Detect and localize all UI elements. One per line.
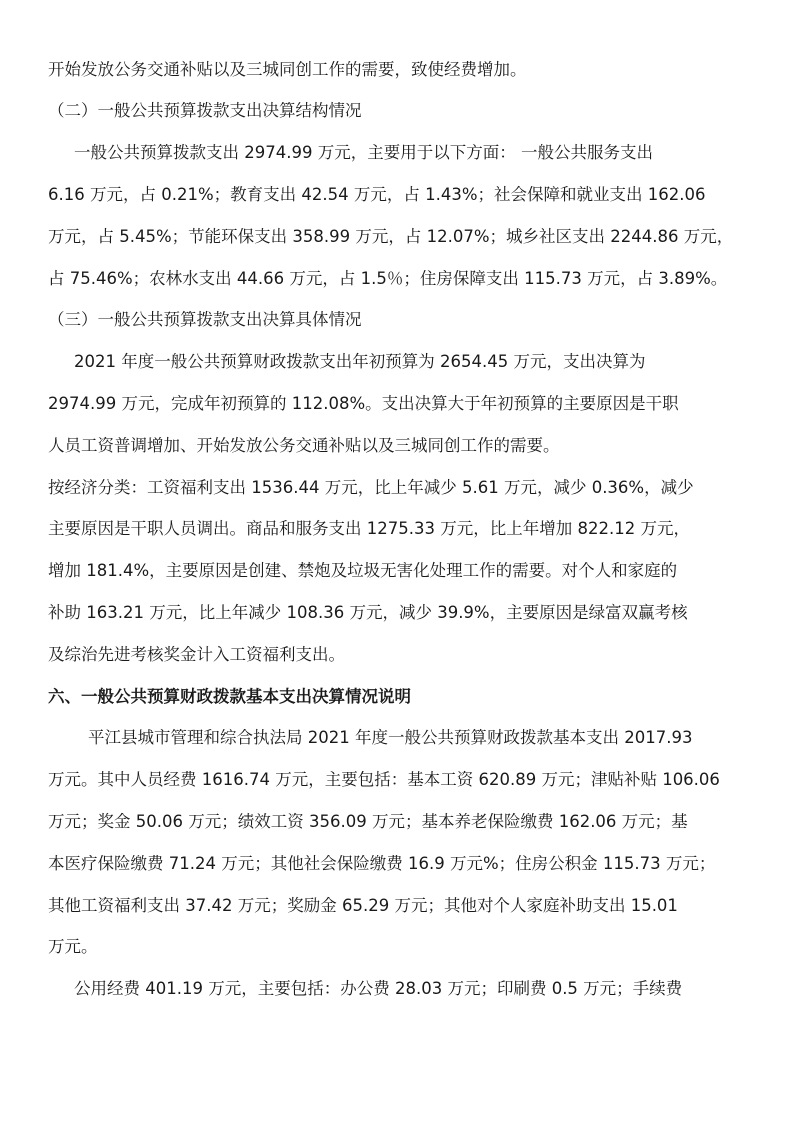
paragraph-line: 万元；奖金 50.06 万元；绩效工资 356.09 万元；基本养老保险缴费 162.06 万元；基 [48,812,688,831]
paragraph-line: 人员工资普调增加、开始发放公务交通补贴以及三城同创工作的需要。 [48,436,560,455]
paragraph-line: 万元。其中人员经费 1616.74 万元，主要包括：基本工资 620.89 万元；津贴补贴 106.06 [48,770,720,789]
section-heading-structure: （二）一般公共预算拨款支出决算结构情况 [48,101,362,120]
paragraph-line: 主要原因是干职人员调出。商品和服务支出 1275.33 万元，比上年增加 822.12 万元， [48,519,690,538]
paragraph-line: 其他工资福利支出 37.42 万元；奖励金 65.29 万元；其他对个人家庭补助支出 15.01 [48,896,678,915]
section-heading-details: （三）一般公共预算拨款支出决算具体情况 [48,310,362,329]
paragraph-line: 本医疗保险缴费 71.24 万元；其他社会保险缴费 16.9 万元%；住房公积金 115.73 万元； [48,854,716,873]
paragraph-line: 补助 163.21 万元，比上年减少 108.36 万元，减少 39.9%，主要原因是绿富双赢考核 [48,603,688,622]
section-heading-basic-expenditure: 六、一般公共预算财政拨款基本支出决算情况说明 [48,687,411,706]
paragraph-line: 开始发放公务交通补贴以及三城同创工作的需要，致使经费增加。 [48,60,527,79]
paragraph-line: 按经济分类：工资福利支出 1536.44 万元，比上年减少 5.61 万元，减少 0.36%，减少 [48,478,694,497]
paragraph-line: 增加 181.4%，主要原因是创建、禁炮及垃圾无害化处理工作的需要。对个人和家庭的 [48,561,678,580]
paragraph-line: 公用经费 401.19 万元，主要包括：办公费 28.03 万元；印刷费 0.5 万元；手续费 [74,979,683,998]
paragraph-line: 2021 年度一般公共预算财政拨款支出年初预算为 2654.45 万元，支出决算为 [74,352,646,371]
paragraph-line: 万元，占 5.45%；节能环保支出 358.99 万元，占 12.07%；城乡社区支出 2244.86 万元， [48,227,734,246]
paragraph-line: 万元。 [48,937,98,956]
paragraph-line: 2974.99 万元，完成年初预算的 112.08%。支出决算大于年初预算的主要原因是干职 [48,394,679,413]
paragraph-line: 平江县城市管理和综合执法局 2021 年度一般公共预算财政拨款基本支出 2017.93 [88,728,693,747]
paragraph-line: 占 75.46%；农林水支出 44.66 万元，占 1.5％；住房保障支出 115.73 万元，占 3.89%。 [48,269,728,288]
paragraph-line: 及综治先进考核奖金计入工资福利支出。 [48,645,345,664]
paragraph-line: 一般公共预算拨款支出 2974.99 万元，主要用于以下方面： 一般公共服务支出 [74,143,653,162]
paragraph-line: 6.16 万元，占 0.21%；教育支出 42.54 万元，占 1.43%；社会保障和就业支出 162.06 [48,185,706,204]
